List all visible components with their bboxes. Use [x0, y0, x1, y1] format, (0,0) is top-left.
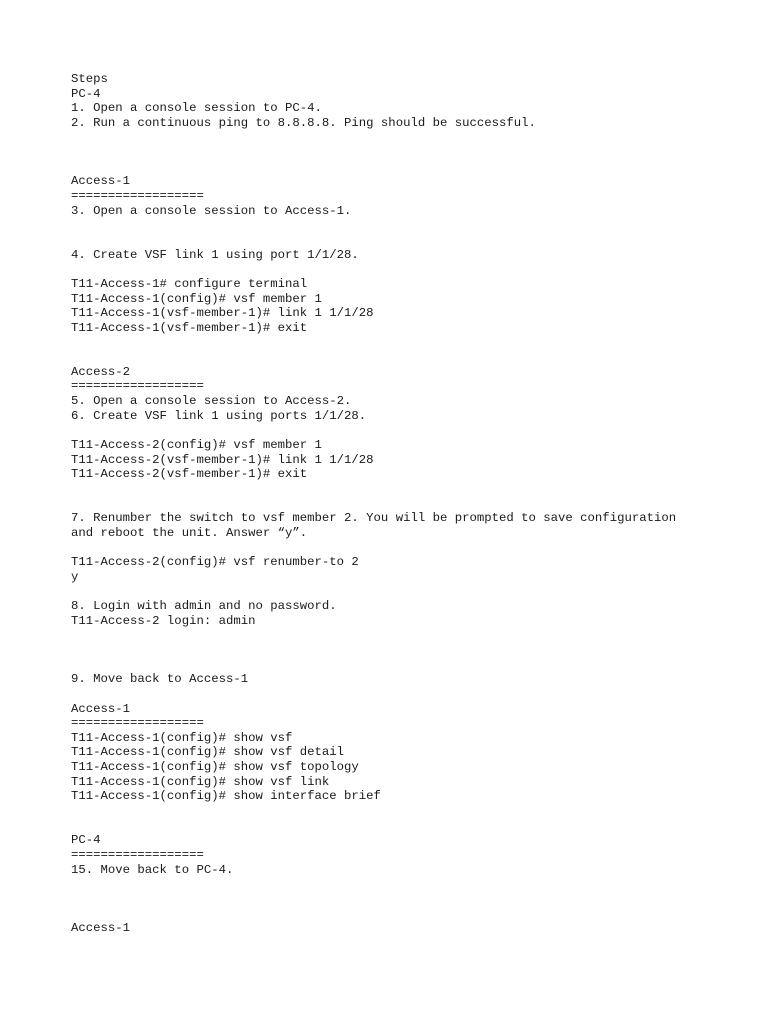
blank-line	[71, 145, 751, 160]
command-line: T11-Access-1# configure terminal	[71, 276, 308, 291]
text-line: and reboot the unit. Answer “y”.	[71, 525, 308, 540]
blank-line	[71, 643, 751, 658]
blank-line	[71, 819, 751, 834]
command-line: T11-Access-1(config)# vsf member 1	[71, 291, 322, 306]
section-heading: Steps	[71, 72, 108, 86]
command-line: T11-Access-2 login: admin	[71, 613, 256, 628]
section-heading: Access-1	[71, 701, 131, 716]
command-line: T11-Access-1(config)# show vsf link	[71, 774, 330, 789]
blank-line	[71, 687, 751, 702]
blank-line	[71, 218, 751, 233]
step-text: 9. Move back to Access-1	[71, 672, 249, 687]
step-text: 4. Create VSF link 1 using port 1/1/28.	[71, 247, 359, 262]
section-heading: PC-4	[71, 833, 101, 848]
section-underline: ==================	[71, 379, 204, 394]
step-text: 2. Run a continuous ping to 8.8.8.8. Ping should be successful.	[71, 115, 536, 130]
blank-line	[71, 892, 751, 907]
blank-line	[71, 628, 751, 643]
command-line: T11-Access-2(config)# vsf member 1	[71, 438, 322, 453]
blank-line	[71, 233, 751, 248]
blank-line	[71, 804, 751, 819]
document-page	[71, 72, 751, 936]
blank-line	[71, 336, 751, 351]
blank-line	[71, 584, 751, 599]
section-heading: Access-2	[71, 364, 131, 379]
step-text: 7. Renumber the switch to vsf member 2. You will be prompted to save configuration	[71, 511, 677, 526]
section-underline: ==================	[71, 716, 204, 731]
command-line: T11-Access-1(config)# show interface brief	[71, 789, 381, 804]
step-text: 5. Open a console session to Access-2.	[71, 394, 352, 409]
blank-line	[71, 877, 751, 892]
blank-line	[71, 907, 751, 922]
blank-line	[71, 160, 751, 175]
blank-line	[71, 482, 751, 497]
command-line: T11-Access-1(vsf-member-1)# link 1 1/1/28	[71, 306, 374, 321]
section-heading: Access-1	[71, 921, 131, 936]
step-text: 6. Create VSF link 1 using ports 1/1/28.	[71, 408, 367, 423]
blank-line	[71, 658, 751, 673]
command-line: T11-Access-1(config)# show vsf topology	[71, 760, 359, 775]
blank-line	[71, 131, 751, 146]
section-heading: Access-1	[71, 174, 131, 189]
step-text: 8. Login with admin and no password.	[71, 599, 337, 614]
blank-line	[71, 350, 751, 365]
step-text: 1. Open a console session to PC-4.	[71, 101, 322, 116]
command-line: T11-Access-1(config)# show vsf detail	[71, 745, 345, 760]
section-underline: ==================	[71, 847, 204, 862]
command-line: T11-Access-2(vsf-member-1)# exit	[71, 467, 308, 482]
blank-line	[71, 497, 751, 512]
command-line: T11-Access-1(vsf-member-1)# exit	[71, 320, 308, 335]
section-heading: PC-4	[71, 86, 101, 101]
step-text: 15. Move back to PC-4.	[71, 862, 234, 877]
command-line: T11-Access-2(vsf-member-1)# link 1 1/1/28	[71, 452, 374, 467]
command-line: T11-Access-2(config)# vsf renumber-to 2	[71, 555, 359, 570]
blank-line	[71, 423, 751, 438]
blank-line	[71, 541, 751, 556]
document-body	[71, 72, 751, 936]
command-line: T11-Access-1(config)# show vsf	[71, 730, 293, 745]
text-line: y	[71, 569, 79, 584]
step-text: 3. Open a console session to Access-1.	[71, 203, 352, 218]
section-underline: ==================	[71, 189, 204, 204]
blank-line	[71, 262, 751, 277]
